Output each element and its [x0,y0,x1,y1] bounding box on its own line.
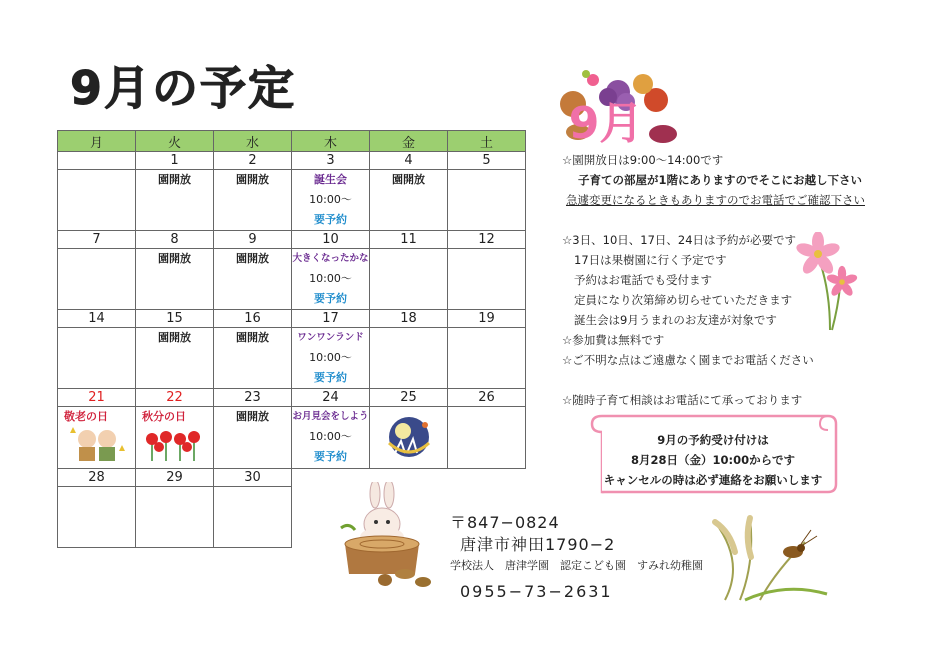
note-line: 予約はお電話でも受付ます [574,273,712,287]
weekday-header-row [58,131,526,152]
weekday-header: 水 [214,131,292,152]
moon-viewing-illustration [370,407,447,466]
reservation-required: 要予約 [314,450,347,463]
date-number-row [58,469,526,487]
note-line: ☆参加費は無料です [562,333,665,347]
day-events [370,170,448,231]
day-events [448,407,526,469]
event-label: 園開放 [236,252,269,265]
reservation-scroll-notice [588,408,838,500]
date-number: 2 [214,152,292,170]
date-number: 17 [292,310,370,328]
day-events [370,328,448,389]
note-line: ☆園開放日は9:00〜14:00です [562,153,724,167]
event-label: 園開放 [236,331,269,344]
day-events [58,249,136,310]
day-events [292,407,370,469]
event-label: 園開放 [158,173,191,186]
date-number: 16 [214,310,292,328]
note-line: 急遽変更になるときもありますのでお電話でご確認下さい [566,193,865,207]
day-events [292,249,370,310]
event-row [58,328,526,389]
month-badge-number: 9月 [568,98,644,149]
page-title: 9月の予定 [70,61,297,115]
pampas-grass-illustration [705,512,830,602]
note-line: 17日は果樹園に行く予定です [574,253,727,267]
day-events [370,249,448,310]
date-number: 18 [370,310,448,328]
spider-lily-illustration [136,427,213,468]
note-line: ☆随時子育て相談はお電話にて承っております [562,393,803,407]
day-events [136,170,214,231]
date-number: 19 [448,310,526,328]
day-events [214,407,292,469]
event-label: お月見会をしよう [292,411,369,422]
date-number: 12 [448,231,526,249]
event-label: 園開放 [236,410,269,423]
day-events [58,487,136,548]
date-number: 22 [136,389,214,407]
date-number: 1 [136,152,214,170]
event-label: 園開放 [392,173,425,186]
organization-name: 学校法人 唐津学園 認定こども園 すみれ幼稚園 [450,559,703,572]
date-number: 28 [58,469,136,487]
cosmos-flower-illustration [790,232,860,332]
day-events [136,328,214,389]
empty-cell [448,469,526,487]
scroll-line: 9月の予約受け付けは [657,433,769,447]
date-number: 25 [370,389,448,407]
event-label: 大きくなったかな [292,253,369,264]
postal-code: 〒847−0824 [450,513,560,532]
day-events [448,328,526,389]
phone-number: 0955−73−2631 [460,582,613,601]
date-number: 24 [292,389,370,407]
event-time: 10:00〜 [309,272,352,285]
day-events [58,407,136,469]
day-events [214,170,292,231]
day-events [136,487,214,548]
note-line: ☆ご不明な点はご遠慮なく園までお電話ください [562,353,814,367]
event-label: 園開放 [158,252,191,265]
scroll-line: 8月28日（金）10:00からです [631,453,795,467]
holiday-label: 秋分の日 [142,410,186,423]
weekday-header: 月 [58,131,136,152]
holiday-label: 敬老の日 [64,410,108,423]
date-number-row [58,152,526,170]
elderly-couple-illustration [58,427,135,468]
date-number-row [58,389,526,407]
date-number: 11 [370,231,448,249]
date-number: 4 [370,152,448,170]
rabbit-stump-illustration [335,482,435,592]
day-events [214,249,292,310]
day-events [292,328,370,389]
event-row [58,249,526,310]
reservation-required: 要予約 [314,213,347,226]
event-time: 10:00〜 [309,193,352,206]
date-number-row [58,310,526,328]
event-label: ワンワンランド [297,332,364,343]
note-line: 定員になり次第締め切らせていただきます [574,293,793,307]
event-time: 10:00〜 [309,430,352,443]
date-number: 29 [136,469,214,487]
day-events [58,170,136,231]
day-events [370,407,448,469]
date-number: 3 [292,152,370,170]
note-line: ☆3日、10日、17日、24日は予約が必要です [562,233,797,247]
weekday-header: 土 [448,131,526,152]
scroll-line: キャンセルの時は必ず連絡をお願いします [603,473,823,487]
day-events [58,328,136,389]
date-number: 14 [58,310,136,328]
reservation-required: 要予約 [314,292,347,305]
date-number: 26 [448,389,526,407]
weekday-header: 金 [370,131,448,152]
event-label: 園開放 [236,173,269,186]
address-block [450,512,703,604]
date-number [58,152,136,170]
day-events [292,170,370,231]
date-number: 23 [214,389,292,407]
weekday-header: 木 [292,131,370,152]
note-line: 誕生会は9月うまれのお友達が対象です [574,313,777,327]
weekday-header: 火 [136,131,214,152]
day-events [214,487,292,548]
date-number: 8 [136,231,214,249]
date-number: 5 [448,152,526,170]
event-row [58,170,526,231]
day-events [136,407,214,469]
date-number: 15 [136,310,214,328]
event-row [58,407,526,469]
event-time: 10:00〜 [309,351,352,364]
day-events [214,328,292,389]
note-line: 子育ての部屋が1階にありますのでそこにお越し下さい [578,173,862,187]
month-badge-illustration [548,62,678,150]
date-number: 7 [58,231,136,249]
date-number: 10 [292,231,370,249]
reservation-required: 要予約 [314,371,347,384]
calendar-table [57,130,526,548]
day-events [136,249,214,310]
event-label: 誕生会 [314,173,347,186]
date-number-row [58,231,526,249]
street-address: 唐津市神田1790−2 [460,535,616,554]
date-number: 9 [214,231,292,249]
event-label: 園開放 [158,331,191,344]
day-events [448,170,526,231]
date-number: 30 [214,469,292,487]
date-number: 21 [58,389,136,407]
day-events [448,249,526,310]
